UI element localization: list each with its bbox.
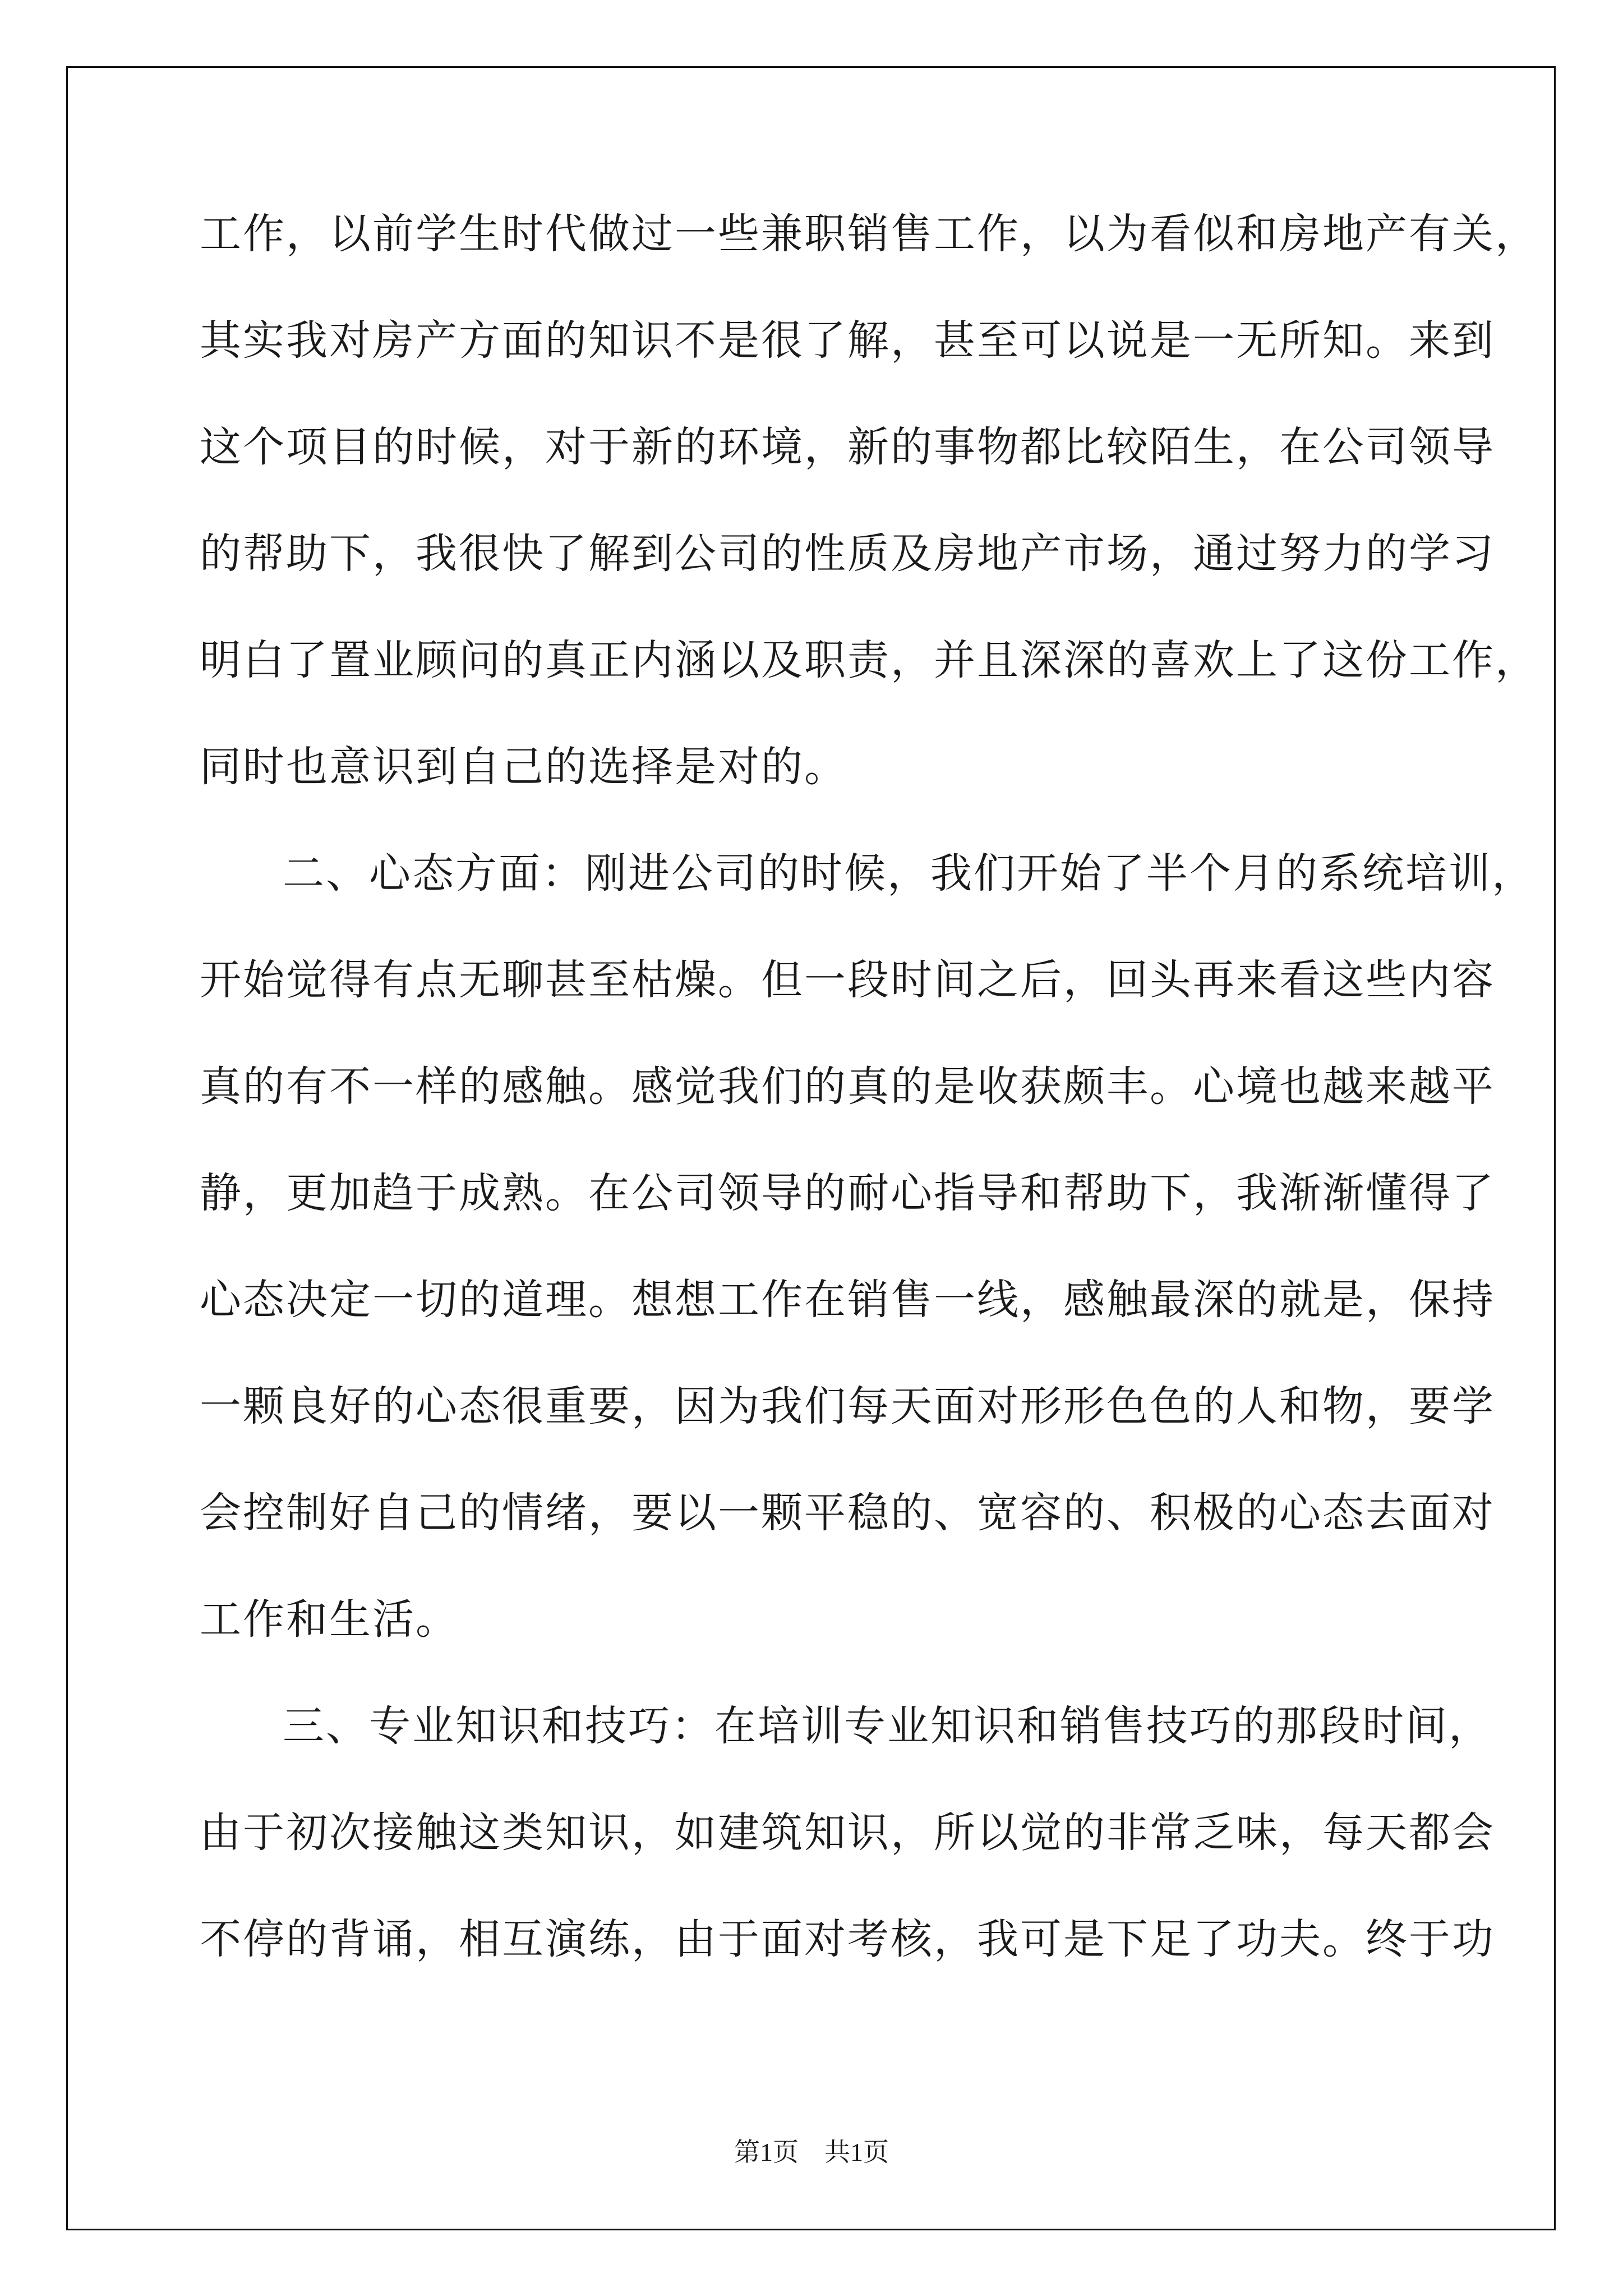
text-line: 的帮助下，我很快了解到公司的性质及房地产市场，通过努力的学习	[200, 530, 1495, 578]
text-line: 静，更加趋于成熟。在公司领导的耐心指导和帮助下，我渐渐懂得了	[200, 1169, 1495, 1217]
paragraph-start-line: 二、心态方面：刚进公司的时候，我们开始了半个月的系统培训，	[283, 849, 1535, 898]
text-line: 真的有不一样的感触。感觉我们的真的是收获颇丰。心境也越来越平	[200, 1062, 1495, 1111]
text-line: 会控制好自己的情绪，要以一颗平稳的、宽容的、积极的心态去面对	[200, 1489, 1495, 1537]
page-number-footer: 第1页 共1页	[734, 2138, 889, 2166]
text-line: 这个项目的时候，对于新的环境，新的事物都比较陌生，在公司领导	[200, 423, 1495, 471]
text-line: 其实我对房产方面的知识不是很了解，甚至可以说是一无所知。来到	[200, 316, 1495, 365]
text-line: 由于初次接触这类知识，如建筑知识，所以觉的非常乏味，每天都会	[200, 1809, 1495, 1857]
document-body	[200, 210, 1538, 2025]
text-line: 心态决定一切的道理。想想工作在销售一线，感触最深的就是，保持	[200, 1276, 1495, 1324]
text-line: 不停的背诵，相互演练，由于面对考核，我可是下足了功夫。终于功	[200, 1915, 1495, 1963]
text-line: 一颗良好的心态很重要，因为我们每天面对形形色色的人和物，要学	[200, 1382, 1495, 1430]
text-line: 工作，以前学生时代做过一些兼职销售工作，以为看似和房地产有关，	[200, 210, 1538, 258]
text-line: 工作和生活。	[200, 1595, 459, 1644]
text-line: 同时也意识到自己的选择是对的。	[200, 743, 847, 791]
text-line: 开始觉得有点无聊甚至枯燥。但一段时间之后，回头再来看这些内容	[200, 956, 1495, 1004]
paragraph-start-line: 三、专业知识和技巧：在培训专业知识和销售技巧的那段时间，	[283, 1702, 1492, 1750]
text-line: 明白了置业顾问的真正内涵以及职责，并且深深的喜欢上了这份工作，	[200, 636, 1538, 684]
